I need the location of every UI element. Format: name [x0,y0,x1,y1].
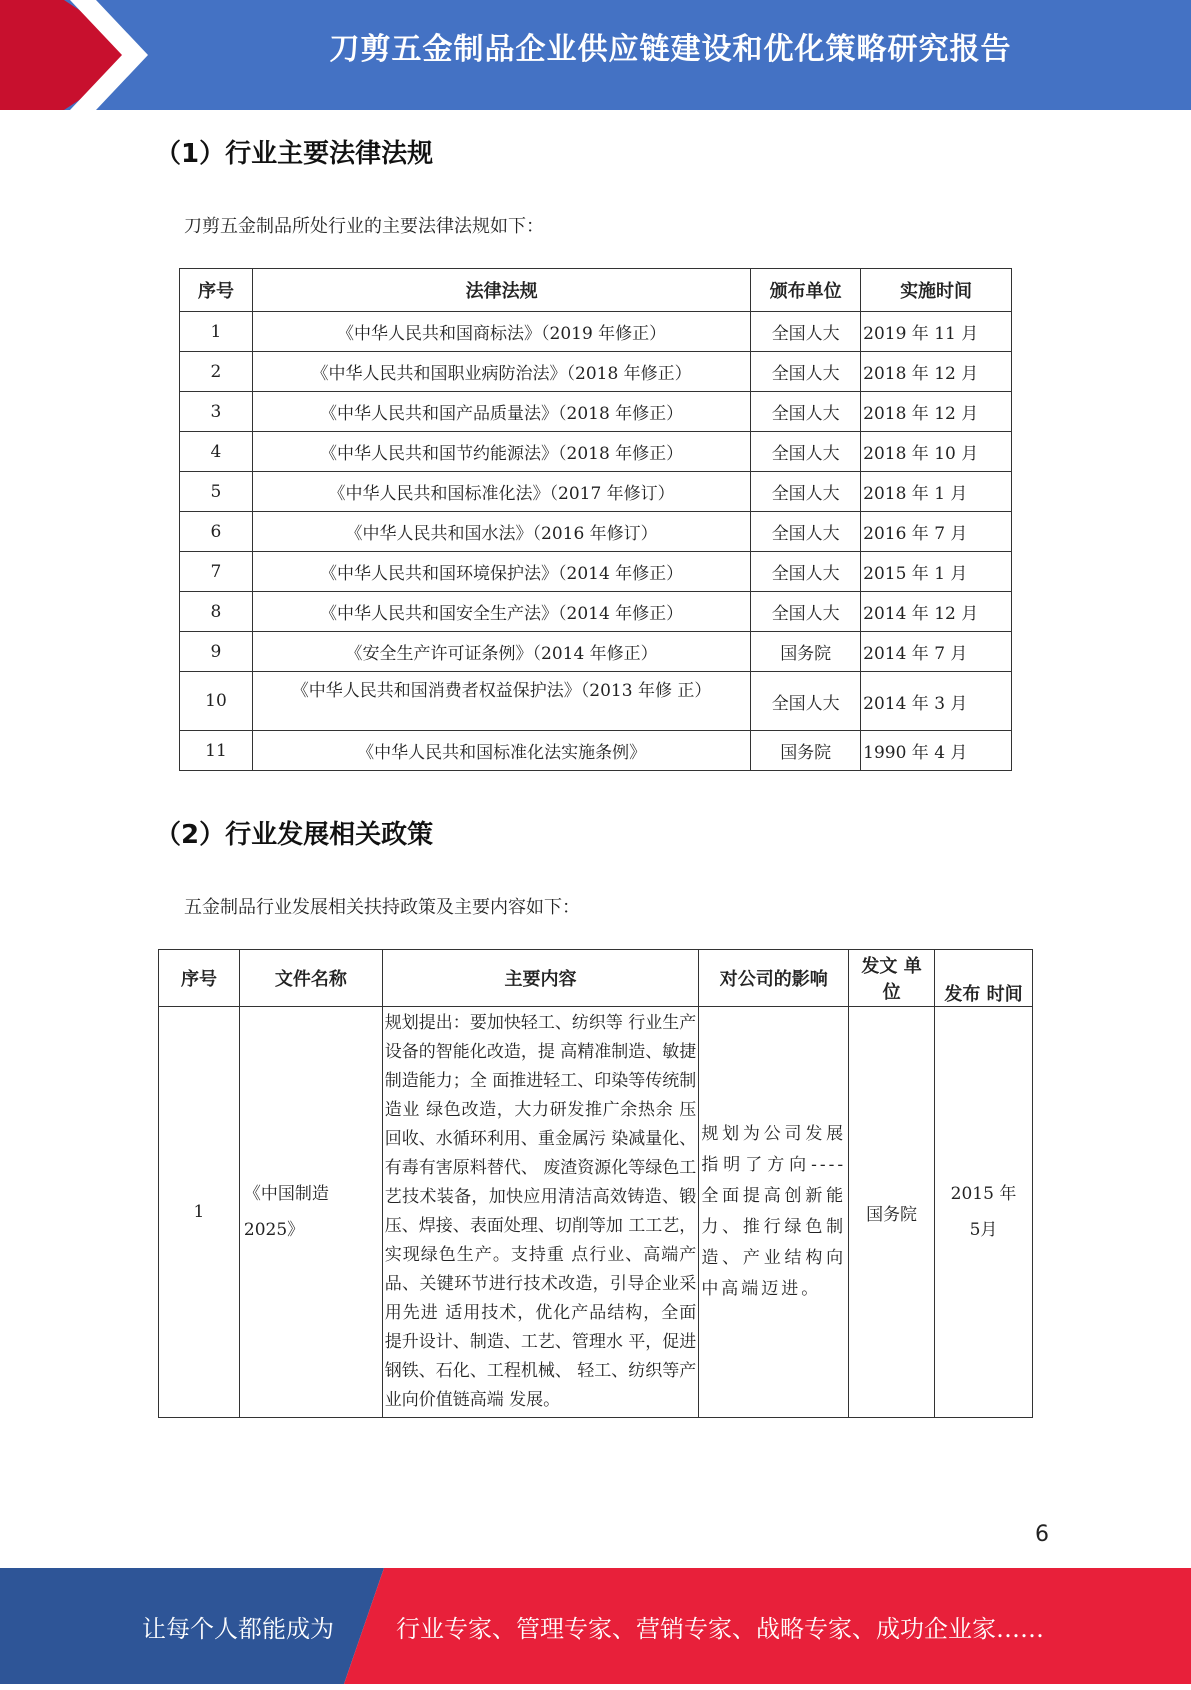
col-header-document-name: 文件名称 [239,950,382,1007]
table-row [180,512,1012,552]
row-no: 8 [180,592,253,632]
row-law: 《中华人民共和国商标法》（2019 年修正） [252,312,750,352]
col-header-main-content: 主要内容 [382,950,699,1007]
section1-title: （1）行业主要法律法规 [155,139,434,169]
row-law: 《中华人民共和国安全生产法》（2014 年修正） [252,592,750,632]
row-date: 2015 年 5月 [935,1007,1033,1418]
row-law: 《中华人民共和国标准化法》（2017 年修订） [252,472,750,512]
row-impact: 规划为公司发展指明了方向----全面提高创新能力、推行绿色制造、产业结构向中高端迈进。 [699,1007,849,1418]
row-date: 2018 年 12 月 [861,392,1012,432]
row-issuer: 全国人大 [751,352,861,392]
row-date: 2019 年 11 月 [861,312,1012,352]
row-no: 11 [180,731,253,771]
row-date: 2015 年 1 月 [861,552,1012,592]
section2-title: （2）行业发展相关政策 [155,820,434,850]
footer-band [0,1568,1191,1684]
footer-slogan-right: 行业专家、管理专家、营销专家、战略专家、成功企业家…… [396,1615,1044,1643]
row-issuer: 全国人大 [751,392,861,432]
row-date: 2014 年 12 月 [861,592,1012,632]
page-number: 6 [1035,1522,1049,1547]
row-no: 4 [180,432,253,472]
row-date: 2018 年 10 月 [861,432,1012,472]
row-no: 3 [180,392,253,432]
row-date: 2014 年 3 月 [861,672,1012,731]
table-row [180,472,1012,512]
row-law: 《中华人民共和国产品质量法》（2018 年修正） [252,392,750,432]
table-row [180,392,1012,432]
table-row [180,352,1012,392]
row-issuer: 国务院 [849,1007,935,1418]
section1-intro: 刀剪五金制品所处行业的主要法律法规如下： [184,216,544,237]
row-issuer: 全国人大 [751,552,861,592]
table-row [159,1007,1033,1418]
row-date: 1990 年 4 月 [861,731,1012,771]
table-row [180,731,1012,771]
laws-table [179,268,1012,771]
col-header-date: 发布 时间 [935,950,1033,1007]
col-header-no: 序号 [180,269,253,312]
table-row [180,312,1012,352]
section2-intro: 五金制品行业发展相关扶持政策及主要内容如下： [184,897,580,918]
row-no: 1 [180,312,253,352]
report-title: 刀剪五金制品企业供应链建设和优化策略研究报告 [329,32,1012,67]
footer-slogan-left: 让每个人都能成为 [142,1615,334,1643]
policy-table-header-row [159,950,1033,1007]
row-law: 《中华人民共和国环境保护法》（2014 年修正） [252,552,750,592]
row-document-name: 《中国制造 2025》 [239,1007,382,1418]
row-date: 2014 年 7 月 [861,632,1012,672]
laws-table-header-row [180,269,1012,312]
row-issuer: 全国人大 [751,512,861,552]
row-law: 《中华人民共和国职业病防治法》（2018 年修正） [252,352,750,392]
row-law: 《中华人民共和国消费者权益保护法》（2013 年修 正） [252,672,750,731]
col-header-issuer: 发文 单位 [849,950,935,1007]
row-law: 《中华人民共和国节约能源法》（2018 年修正） [252,432,750,472]
col-header-issuer: 颁布单位 [751,269,861,312]
row-no: 1 [159,1007,240,1418]
row-no: 7 [180,552,253,592]
row-issuer: 全国人大 [751,472,861,512]
table-row [180,592,1012,632]
row-no: 9 [180,632,253,672]
table-row [180,552,1012,592]
row-law: 《中华人民共和国标准化法实施条例》 [252,731,750,771]
row-no: 5 [180,472,253,512]
policy-table [158,949,1033,1418]
row-law: 《中华人民共和国水法》（2016 年修订） [252,512,750,552]
row-issuer: 全国人大 [751,592,861,632]
table-row [180,632,1012,672]
col-header-impact: 对公司的影响 [699,950,849,1007]
col-header-no: 序号 [159,950,240,1007]
table-row [180,672,1012,731]
row-no: 10 [180,672,253,731]
row-issuer: 国务院 [751,632,861,672]
col-header-law: 法律法规 [252,269,750,312]
row-issuer: 全国人大 [751,432,861,472]
table-row [180,432,1012,472]
row-date: 2016 年 7 月 [861,512,1012,552]
row-issuer: 全国人大 [751,312,861,352]
col-header-effective-date: 实施时间 [861,269,1012,312]
row-no: 6 [180,512,253,552]
row-no: 2 [180,352,253,392]
row-issuer: 国务院 [751,731,861,771]
header-band [0,0,1191,110]
row-date: 2018 年 12 月 [861,352,1012,392]
row-main-content: 规划提出：要加快轻工、纺织等 行业生产设备的智能化改造，提 高精准制造、敏捷制造能力；全 面推进轻工、印染等传统制造业 绿色改造，大力研发推广余热余 压回收、水循环利用、重金属污 染减量化、有毒有害原料替代、 废渣资源化等绿色工艺技术装备，加快应用清洁高效铸造、锻 压、焊接、表面处理、切削等加 工工艺，实现绿色生产。支持重 点行业、高端产品、关键环节进行技术改造，引导企业采用先进 适用技术，优化产品结构，全面 提升设计、制造、工艺、管理水 平，促进钢铁、石化、工程机械、 轻工、纺织等产业向价值链高端 发展。 [382,1007,699,1418]
row-date: 2018 年 1 月 [861,472,1012,512]
row-law: 《安全生产许可证条例》（2014 年修正） [252,632,750,672]
row-issuer: 全国人大 [751,672,861,731]
